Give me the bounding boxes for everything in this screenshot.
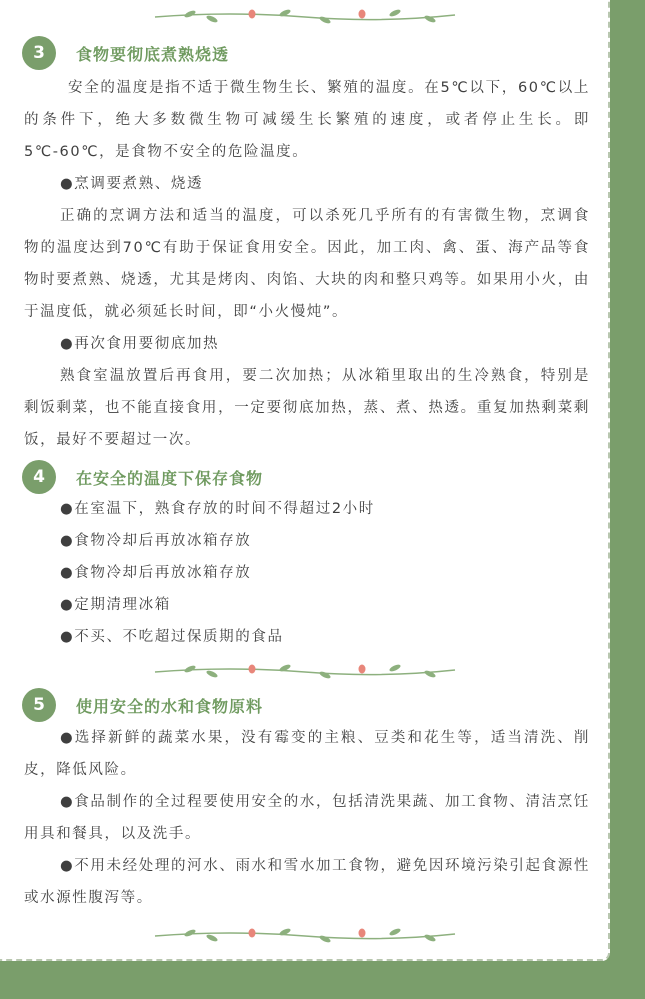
bullet-item: ●再次食用要彻底加热 (60, 336, 220, 352)
list-item: ●定期清理冰箱 (60, 597, 171, 613)
section-4-list (24, 493, 590, 653)
vine-divider-icon (150, 660, 460, 682)
vine-divider-icon (150, 924, 460, 946)
section-number-badge: 5 (22, 688, 56, 722)
list-item: ●食物冷却后再放冰箱存放 (60, 533, 252, 549)
paragraph: 安全的温度是指不适于微生物生长、繁殖的温度。在5℃以下，60℃以上的条件下，绝大多数微生物可减缓生长繁殖的速度，或者停止生长。即5℃-60℃，是食物不安全的危险温度。 (24, 80, 590, 160)
bullet-item: ●烹调要煮熟、烧透 (60, 176, 204, 192)
list-item: ●在室温下，熟食存放的时间不得超过2小时 (60, 501, 375, 517)
section-3-header (22, 36, 229, 70)
vine-divider-icon (150, 5, 460, 27)
section-3-body (24, 72, 590, 456)
section-number-badge: 4 (22, 460, 56, 494)
section-5-header (22, 688, 263, 722)
paragraph: ●不用未经处理的河水、雨水和雪水加工食物，避免因环境污染引起食源性或水源性腹泻等。 (24, 858, 590, 906)
list-item: ●食物冷却后再放冰箱存放 (60, 565, 252, 581)
section-5-body (24, 722, 590, 914)
section-title: 食物要彻底煮熟烧透 (76, 44, 230, 64)
section-title: 在安全的温度下保存食物 (76, 468, 264, 488)
section-4-header (22, 460, 263, 494)
paragraph: 熟食室温放置后再食用，要二次加热；从冰箱里取出的生冷熟食，特别是剩饭剩菜，也不能直接食用，一定要彻底加热，蒸、煮、热透。重复加热剩菜剩饭，最好不要超过一次。 (24, 368, 590, 448)
list-item: ●不买、不吃超过保质期的食品 (60, 629, 284, 645)
paragraph: ●选择新鲜的蔬菜水果，没有霉变的主粮、豆类和花生等，适当清洗、削皮，降低风险。 (24, 730, 590, 778)
section-title: 使用安全的水和食物原料 (76, 696, 264, 716)
paragraph: ●食品制作的全过程要使用安全的水，包括清洗果蔬、加工食物、清洁烹饪用具和餐具，以及洗手。 (24, 794, 590, 842)
section-number-badge: 3 (22, 36, 56, 70)
paragraph: 正确的烹调方法和适当的温度，可以杀死几乎所有的有害微生物，烹调食物的温度达到70℃有助于保证食用安全。因此，加工肉、禽、蛋、海产品等食物时要煮熟、烧透，尤其是烤肉、肉馅、大块的肉和整只鸡等。如果用小火，由于温度低，就必须延长时间，即“小火慢炖”。 (24, 208, 590, 320)
